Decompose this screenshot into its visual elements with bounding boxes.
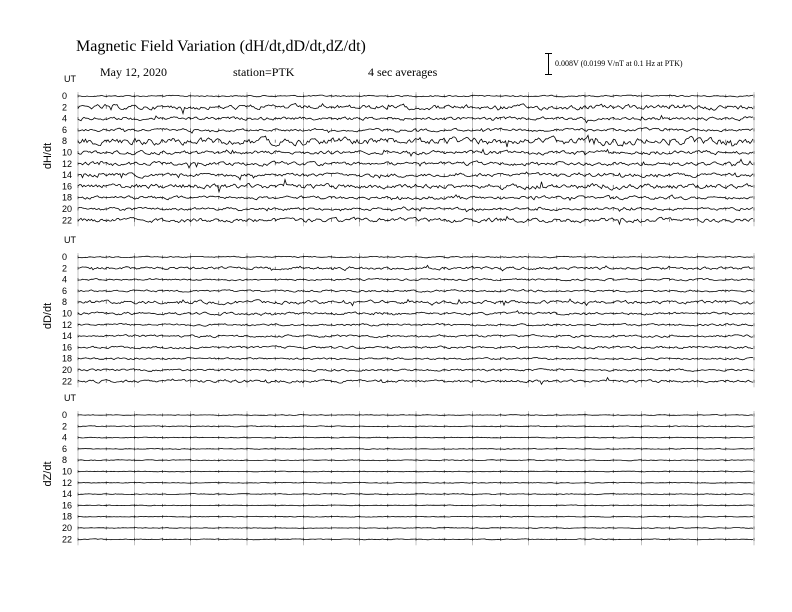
row-label-ut: 6: [62, 124, 68, 135]
row-label-ut: 22: [62, 215, 73, 226]
row-label-ut: 12: [62, 319, 73, 330]
row-label-ut: 12: [62, 158, 73, 169]
scale-label: 0.008V (0.0199 V/nT at 0.1 Hz at PTK): [555, 59, 683, 68]
trace-line: [78, 159, 753, 168]
row-label-ut: 0: [62, 252, 68, 262]
date-label: May 12, 2020: [100, 65, 167, 79]
trace-line: [78, 505, 753, 506]
trace-line: [78, 299, 753, 306]
trace-line: [78, 207, 753, 212]
row-label-ut: 6: [62, 443, 68, 454]
row-label-ut: 20: [62, 204, 73, 214]
row-label-ut: 18: [62, 511, 73, 522]
averaging-label: 4 sec averages: [368, 65, 438, 79]
trace-line: [78, 149, 753, 156]
row-label-ut: 4: [62, 432, 68, 443]
row-label-ut: 0: [62, 91, 68, 101]
row-label-ut: 20: [62, 365, 73, 375]
trace-line: [78, 311, 753, 316]
row-label-ut: 22: [62, 376, 73, 387]
trace-line: [78, 217, 753, 225]
trace-line: [78, 426, 753, 427]
row-label-ut: 14: [62, 489, 73, 500]
row-label-ut: 0: [62, 410, 68, 420]
row-label-ut: 8: [62, 136, 68, 147]
ylabel-dd: dD/dt: [42, 302, 54, 330]
trace-line: [78, 290, 753, 293]
trace-line: [78, 195, 753, 200]
row-label-ut: 10: [62, 466, 73, 477]
trace-line: [78, 460, 753, 461]
trace-line: [78, 180, 753, 192]
trace-line: [78, 335, 753, 338]
ylabel-dz: dZ/dt: [42, 461, 54, 487]
row-label-ut: 22: [62, 534, 73, 545]
trace-line: [78, 256, 753, 258]
ut-label-dz: UT: [64, 393, 76, 403]
trace-line: [78, 482, 753, 483]
trace-line: [78, 128, 753, 133]
row-label-ut: 4: [62, 113, 68, 124]
row-label-ut: 16: [62, 342, 73, 353]
trace-line: [78, 278, 753, 281]
station-label: station=PTK: [233, 65, 295, 79]
row-label-ut: 10: [62, 147, 73, 158]
trace-line: [78, 415, 753, 416]
trace-line: [78, 539, 753, 540]
row-label-ut: 16: [62, 181, 73, 192]
row-label-ut: 2: [62, 102, 68, 113]
trace-line: [78, 369, 753, 372]
row-label-ut: 12: [62, 477, 73, 488]
row-label-ut: 18: [62, 353, 73, 364]
trace-line: [78, 265, 753, 271]
trace-line: [78, 516, 753, 517]
row-label-ut: 4: [62, 274, 68, 285]
trace-line: [78, 346, 753, 349]
trace-line: [78, 323, 753, 326]
row-label-ut: 20: [62, 523, 73, 533]
trace-line: [78, 135, 753, 147]
row-label-ut: 6: [62, 285, 68, 296]
ut-label-dh: UT: [64, 74, 76, 84]
row-label-ut: 14: [62, 170, 73, 181]
row-label-ut: 8: [62, 455, 68, 466]
trace-line: [78, 448, 753, 449]
row-label-ut: 8: [62, 297, 68, 308]
trace-line: [78, 104, 753, 114]
row-label-ut: 2: [62, 263, 68, 274]
trace-line: [78, 437, 753, 438]
ylabel-dh: dH/dt: [42, 142, 54, 170]
trace-line: [78, 357, 753, 359]
row-label-ut: 14: [62, 331, 73, 342]
row-label-ut: 18: [62, 192, 73, 203]
row-label-ut: 2: [62, 421, 68, 432]
trace-line: [78, 494, 753, 495]
trace-line: [78, 116, 753, 123]
trace-line: [78, 528, 753, 529]
chart-title: Magnetic Field Variation (dH/dt,dD/dt,dZ/dt): [76, 38, 366, 55]
trace-line: [78, 471, 753, 472]
row-label-ut: 10: [62, 308, 73, 319]
trace-line: [78, 172, 753, 180]
row-label-ut: 16: [62, 500, 73, 511]
trace-line: [78, 95, 753, 97]
trace-line: [78, 378, 753, 385]
ut-label-dd: UT: [64, 235, 76, 245]
